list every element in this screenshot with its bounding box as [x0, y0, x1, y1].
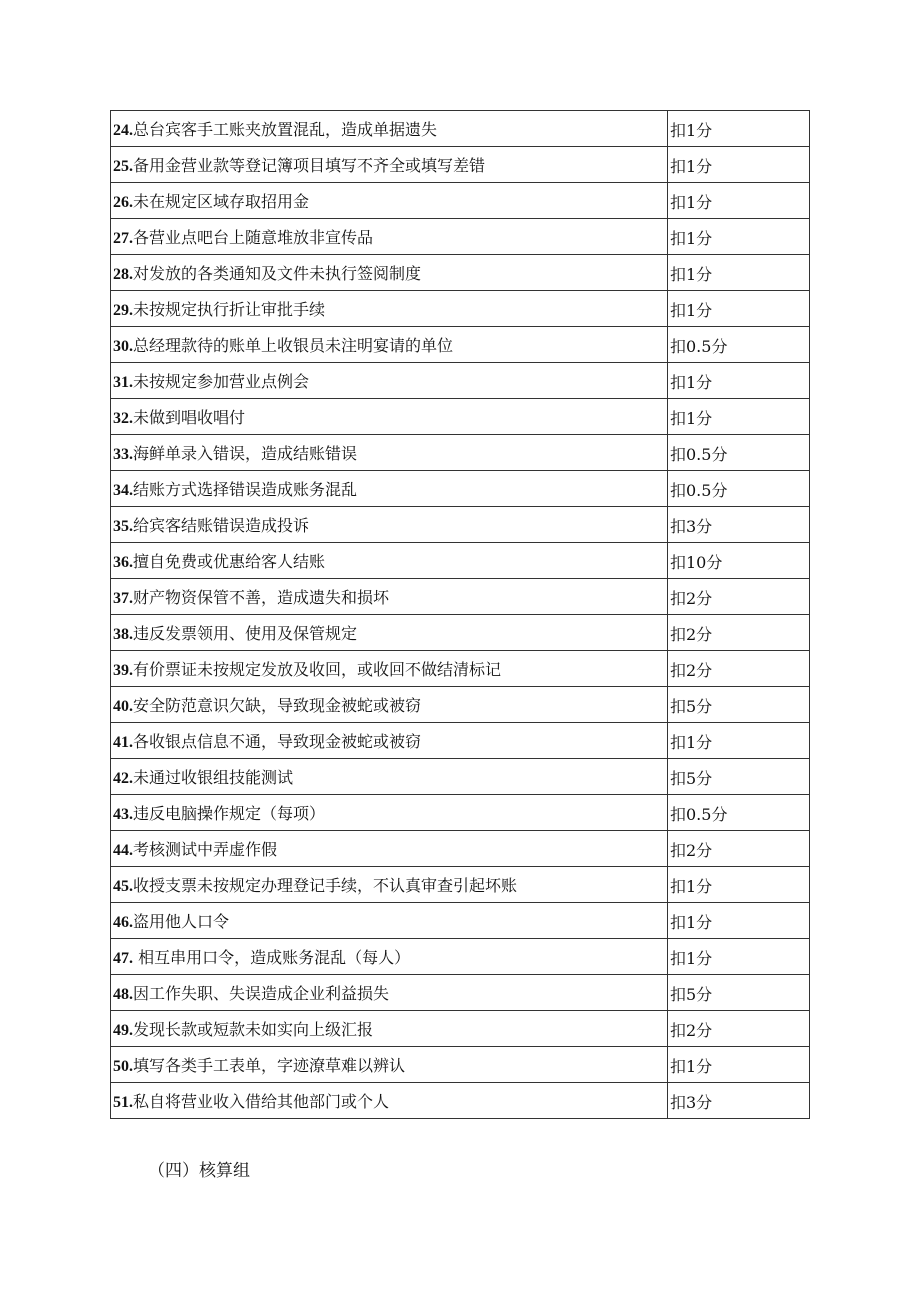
rule-cell [111, 1047, 668, 1083]
penalty-cell: 扣1分 [668, 147, 810, 183]
table-row [111, 543, 810, 579]
penalty-cell: 扣0.5分 [668, 795, 810, 831]
rule-number: 43. [113, 806, 133, 823]
rule-cell [111, 399, 668, 435]
table-row [111, 795, 810, 831]
rule-cell [111, 111, 668, 147]
table-row [111, 975, 810, 1011]
rule-cell [111, 759, 668, 795]
penalty-cell: 扣2分 [668, 1011, 810, 1047]
rule-number: 47. [113, 950, 133, 967]
table-row [111, 219, 810, 255]
rule-text: 结账方式选择错误造成账务混乱 [133, 480, 358, 499]
penalty-cell: 扣0.5分 [668, 435, 810, 471]
table-row [111, 471, 810, 507]
table-row [111, 147, 810, 183]
penalty-cell: 扣1分 [668, 111, 810, 147]
rule-number: 24. [113, 122, 133, 139]
rule-number: 29. [113, 302, 133, 319]
rule-cell [111, 183, 668, 219]
rule-text: 违反电脑操作规定（每项） [133, 804, 326, 823]
penalty-cell: 扣3分 [668, 1083, 810, 1119]
rule-text: 未通过收银组技能测试 [133, 768, 294, 787]
rule-text: 未做到唱收唱付 [133, 408, 246, 427]
rule-number: 32. [113, 410, 133, 427]
table-row [111, 687, 810, 723]
rule-text: 有价票证未按规定发放及收回，或收回不做结清标记 [133, 660, 502, 679]
rule-cell [111, 867, 668, 903]
table-row [111, 291, 810, 327]
rule-number: 44. [113, 842, 133, 859]
penalty-cell: 扣1分 [668, 183, 810, 219]
rule-text: 盗用他人口令 [133, 912, 230, 931]
rule-text: 财产物资保管不善，造成遗失和损坏 [133, 588, 390, 607]
penalty-cell: 扣10分 [668, 543, 810, 579]
penalty-cell: 扣5分 [668, 687, 810, 723]
penalty-cell: 扣1分 [668, 399, 810, 435]
penalty-cell: 扣1分 [668, 903, 810, 939]
rule-text: 各收银点信息不通，导致现金被蛇或被窃 [133, 732, 422, 751]
rule-text: 备用金营业款等登记簿项目填写不齐全或填写差错 [133, 156, 486, 175]
rule-text: 未按规定执行折让审批手续 [133, 300, 326, 319]
penalty-cell: 扣2分 [668, 579, 810, 615]
rule-cell [111, 579, 668, 615]
penalty-cell: 扣1分 [668, 939, 810, 975]
rule-number: 37. [113, 590, 133, 607]
rule-text: 对发放的各类通知及文件未执行签阅制度 [133, 264, 422, 283]
rule-cell [111, 831, 668, 867]
rule-text: 发现长款或短款未如实向上级汇报 [133, 1020, 374, 1039]
table-row [111, 183, 810, 219]
rule-cell [111, 903, 668, 939]
table-row [111, 903, 810, 939]
penalty-cell: 扣1分 [668, 255, 810, 291]
rule-number: 36. [113, 554, 133, 571]
table-row [111, 435, 810, 471]
penalty-cell: 扣2分 [668, 615, 810, 651]
rule-cell [111, 1083, 668, 1119]
rule-cell [111, 795, 668, 831]
table-row [111, 399, 810, 435]
rule-number: 28. [113, 266, 133, 283]
rule-number: 38. [113, 626, 133, 643]
rule-cell [111, 651, 668, 687]
rule-number: 34. [113, 482, 133, 499]
penalty-table [110, 110, 810, 1119]
rule-number: 46. [113, 914, 133, 931]
rule-number: 40. [113, 698, 133, 715]
rule-number: 26. [113, 194, 133, 211]
penalty-cell: 扣1分 [668, 1047, 810, 1083]
penalty-cell: 扣2分 [668, 831, 810, 867]
rule-text: 违反发票领用、使用及保管规定 [133, 624, 358, 643]
rule-number: 45. [113, 878, 133, 895]
rule-number: 42. [113, 770, 133, 787]
table-row [111, 1011, 810, 1047]
rule-cell [111, 723, 668, 759]
rule-number: 33. [113, 446, 133, 463]
rule-cell [111, 975, 668, 1011]
rule-cell [111, 687, 668, 723]
rule-text: 海鲜单录入错误，造成结账错误 [133, 444, 358, 463]
table-row [111, 1083, 810, 1119]
rule-text: 给宾客结账错误造成投诉 [133, 516, 310, 535]
table-row [111, 723, 810, 759]
rule-cell [111, 543, 668, 579]
rule-number: 31. [113, 374, 133, 391]
rule-number: 50. [113, 1058, 133, 1075]
rule-number: 27. [113, 230, 133, 247]
rule-text: 考核测试中弄虚作假 [133, 840, 278, 859]
table-row [111, 831, 810, 867]
rule-text: 未按规定参加营业点例会 [133, 372, 310, 391]
rule-number: 35. [113, 518, 133, 535]
rule-cell [111, 147, 668, 183]
table-row [111, 1047, 810, 1083]
penalty-cell: 扣5分 [668, 759, 810, 795]
penalty-cell: 扣1分 [668, 867, 810, 903]
rule-cell [111, 255, 668, 291]
penalty-table-body [111, 111, 810, 1119]
rule-text: 私自将营业收入借给其他部门或个人 [133, 1092, 390, 1111]
table-row [111, 507, 810, 543]
rule-number: 25. [113, 158, 133, 175]
penalty-cell: 扣0.5分 [668, 327, 810, 363]
rule-number: 30. [113, 338, 133, 355]
table-row [111, 939, 810, 975]
rule-text: 总台宾客手工账夹放置混乱，造成单据遗失 [133, 120, 438, 139]
rule-text: 安全防范意识欠缺，导致现金被蛇或被窃 [133, 696, 422, 715]
penalty-cell: 扣1分 [668, 219, 810, 255]
rule-number: 51. [113, 1094, 133, 1111]
rule-text: 擅自免费或优惠给客人结账 [133, 552, 326, 571]
rule-text: 未在规定区域存取招用金 [133, 192, 310, 211]
table-row [111, 327, 810, 363]
table-row [111, 363, 810, 399]
section-heading: （四）核算组 [148, 1161, 250, 1181]
rule-cell [111, 507, 668, 543]
rule-number: 39. [113, 662, 133, 679]
rule-cell [111, 291, 668, 327]
rule-text: 收授支票未按规定办理登记手续，不认真审查引起坏账 [133, 876, 518, 895]
rule-number: 48. [113, 986, 133, 1003]
rule-number: 49. [113, 1022, 133, 1039]
table-row [111, 579, 810, 615]
table-row [111, 651, 810, 687]
rule-text: 填写各类手工表单，字迹潦草难以辨认 [133, 1056, 406, 1075]
penalty-cell: 扣1分 [668, 363, 810, 399]
table-row [111, 867, 810, 903]
rule-text: 因工作失职、失误造成企业利益损失 [133, 984, 390, 1003]
penalty-cell: 扣1分 [668, 291, 810, 327]
rule-cell [111, 1011, 668, 1047]
rule-text: 相互串用口令，造成账务混乱（每人） [133, 948, 411, 967]
rule-cell [111, 939, 668, 975]
rule-text: 各营业点吧台上随意堆放非宣传品 [133, 228, 374, 247]
rule-cell [111, 435, 668, 471]
rule-number: 41. [113, 734, 133, 751]
table-row [111, 615, 810, 651]
penalty-cell: 扣1分 [668, 723, 810, 759]
rule-cell [111, 363, 668, 399]
penalty-cell: 扣2分 [668, 651, 810, 687]
table-row [111, 255, 810, 291]
rule-text: 总经理款待的账单上收银员未注明宴请的单位 [133, 336, 454, 355]
penalty-cell: 扣0.5分 [668, 471, 810, 507]
rule-cell [111, 327, 668, 363]
rule-cell [111, 219, 668, 255]
rule-cell [111, 471, 668, 507]
rule-cell [111, 615, 668, 651]
penalty-cell: 扣3分 [668, 507, 810, 543]
table-row [111, 759, 810, 795]
penalty-cell: 扣5分 [668, 975, 810, 1011]
table-row [111, 111, 810, 147]
